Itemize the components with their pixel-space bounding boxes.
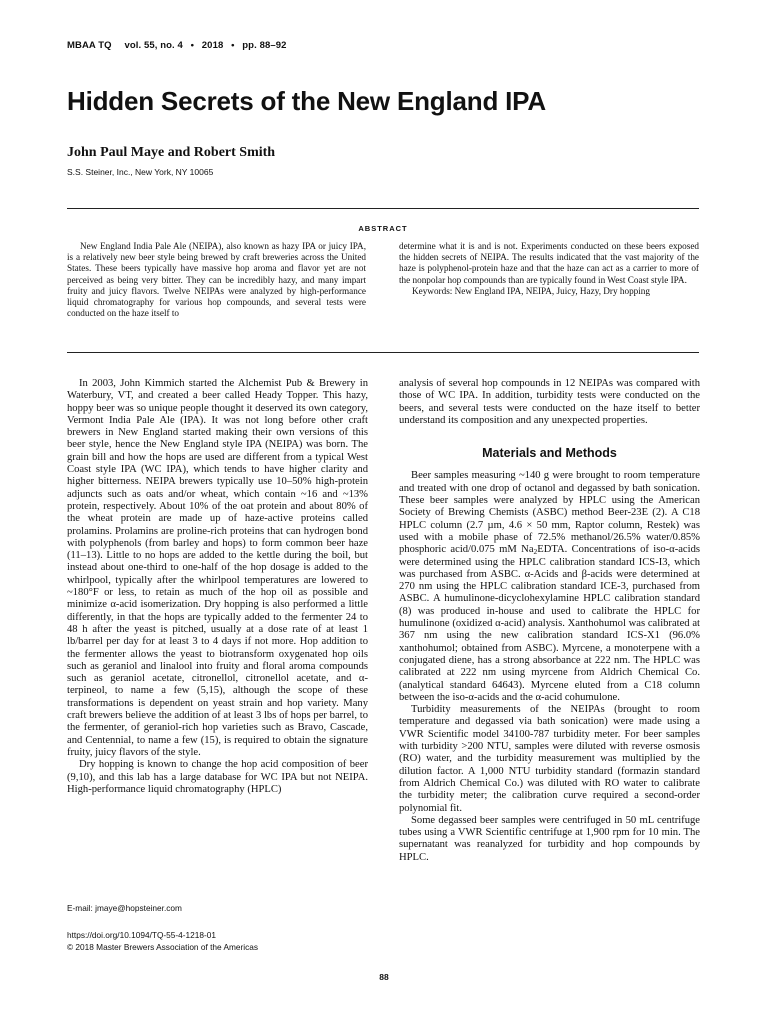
abstract-right-column bbox=[399, 241, 699, 297]
methods-paragraph-2: Turbidity measurements of the NEIPAs (brought to room temperature and degassed via bath sonication) were made using a VWR Scientific model 34100-787 turbidity meter. For beer samples with turbidity >200 NTU, samples were diluted with reverse osmosis (RO) water, and the turbidity measurement was multiplied by the dilution factor. A 1,000 NTU turbidity standard (formazin standard from Aldrich Chemical Co.) was diluted with RO water to calibrate the turbidity meter; the calibration curve required a second-order polynomial fit. bbox=[399, 704, 700, 814]
journal-volume: vol. 55, no. 4 bbox=[124, 40, 183, 51]
journal-pages: pp. 88–92 bbox=[242, 40, 287, 51]
author-affiliation: S.S. Steiner, Inc., New York, NY 10065 bbox=[67, 167, 214, 177]
abstract-text-left: New England India Pale Ale (NEIPA), also known as hazy IPA or juicy IPA, is a relatively new beer style being brewed by craft breweries across the United States. These beers typically have massive hop aroma and flavor yet are not perceived as being very bitter. They can be incredibly hazy, and many impart fruity and juicy flavors. Twelve NEIPAs were analyzed by high-performance liquid chromatography for various hop compounds, and several tests were conducted on the haze itself to bbox=[67, 241, 366, 319]
abstract-heading: ABSTRACT bbox=[358, 224, 408, 233]
intro-continuation: analysis of several hop compounds in 12 NEIPAs was compared with those of WC IPA. In addition, turbidity tests were conducted on the beers, and several tests were conducted on the haze itself to better understand its composition and any unexpected properties. bbox=[399, 378, 700, 426]
corresponding-email: E-mail: jmaye@hopsteiner.com bbox=[67, 903, 182, 913]
journal-separator: • bbox=[231, 40, 235, 51]
abstract-left-column bbox=[67, 241, 366, 319]
subscript-2: 2 bbox=[533, 547, 538, 557]
methods-paragraph-1 bbox=[399, 470, 700, 704]
section-heading-materials-methods: Materials and Methods bbox=[482, 446, 617, 461]
article-authors: John Paul Maye and Robert Smith bbox=[67, 145, 276, 160]
abstract-keywords: Keywords: New England IPA, NEIPA, Juicy, Hazy, Dry hopping bbox=[412, 285, 650, 296]
doi-link[interactable]: https://doi.org/10.1094/TQ-55-4-1218-01 bbox=[67, 930, 216, 940]
journal-name: MBAA TQ bbox=[67, 40, 112, 51]
journal-separator: • bbox=[190, 40, 195, 51]
intro-paragraph-1: In 2003, John Kimmich started the Alchemist Pub & Brewery in Waterbury, VT, and created a beer called Heady Topper. This hazy, hoppy beer was so unique people thought it deserved its own category, Vermont India Pale Ale (IPA). It was not long before other craft brewers in New England started making their own versions of this beer style, hence the New England style IPA (NEIPA) was born. The grain bill and how the hops are used are different from a typical West Coast style IPA (WC IPA), which tends to have higher clarity and higher bitterness. NEIPA brewers typically use 10–50% high-protein adjuncts such as oats and/or wheat, which contain ~16 and ~13% protein, respectively. About 10% of the oat protein and about 80% of the wheat protein are made up of haze-active proteins called prolamins. Prolamins are proline-rich proteins that can hydrogen bond with polyphenols (from barley and hops) to form common beer haze (11–13). Little to no hops are added to the kettle during the boil, but instead about one-third to one-half of the hop dosage is added to the whirlpool, typically after the whirlpool temperatures are lowered to ~180°F or less, to retain as much of the hop oil as possible and minimize α-acid isomerization. Dry hopping is also performed a little differently, in that the hops are typically added to the fermenter 24 to 48 h after the yeast is pitched, usually at a dose rate of at least 1 lb/barrel per day for at least 3 to 4 days if not more. Hop addition to the fermenter allows the yeast to biotransform oxygenated hop oils such as geraniol and linalool into fruity and floral aroma compounds such as geraniol acetate, citronellol, citronellol acetate, and α-terpineol, to name a few (5,15), although the scope of these transformations is dependent on yeast strain and hop variety. Many craft brewers believe the addition of at least 3 lbs of hops per barrel, to the fermenter, of geraniol-rich hop varieties such as Bravo, Cascade, and Centennial, to name a few (15), is required to obtain the signature fruity, juicy flavors of the style. bbox=[67, 378, 368, 758]
intro-paragraph-2: Dry hopping is known to change the hop acid composition of beer (9,10), and this lab has a large database for WC IPA but not NEIPA. High-performance liquid chromatography (HPLC) bbox=[67, 759, 368, 795]
footnote-doi-block bbox=[67, 930, 258, 953]
body-left-column bbox=[67, 378, 368, 796]
methods-paragraph-3: Some degassed beer samples were centrifuged in 50 mL centrifuge tubes using a VWR Scientific centrifuge at 1,900 rpm for 10 min. The supernatant was reanalyzed for turbidity and hop compounds by HPLC. bbox=[399, 814, 700, 863]
journal-year: 2018 bbox=[201, 40, 224, 51]
abstract-text-right: determine what it is and is not. Experiments conducted on these beers exposed the hidden secrets of NEIPA. The results indicated that the vast majority of the haze is polyphenol-protein haze and that the haze can act as a carrier to more of the nonpolar hop compounds than are typically found in West Coast style IPA. bbox=[399, 241, 699, 285]
abstract-bottom-rule bbox=[67, 352, 699, 353]
abstract-top-rule bbox=[67, 208, 699, 209]
journal-header bbox=[67, 40, 286, 51]
body-right-column bbox=[399, 378, 700, 864]
methods-p1-text-a: Beer samples measuring ~140 g were brought to room temperature and treated with one drop of octanol and degassed by bath sonication. These beer samples were analyzed by HPLC using the American Society of Brewing Chemists (ASBC) method Beer-23E (2). A C18 HPLC column (2.7 µm, 4.6 × 50 mm, Raptor column, Restek) was used with a mobile phase of 72.5% methanol/26.5% water/0.85% phosphoric acid/0.075 mM Na bbox=[399, 470, 700, 556]
copyright-notice: © 2018 Master Brewers Association of the Americas bbox=[67, 941, 259, 952]
footnote-email-block bbox=[67, 903, 182, 915]
article-title: Hidden Secrets of the New England IPA bbox=[67, 86, 546, 116]
page-number: 88 bbox=[379, 972, 389, 982]
methods-p1-text-b: EDTA. Concentrations of iso-α-acids were determined using the HPLC calibration standard ICS-I3, which was purchased from ASBC. α-Acids and β-acids were determined at 270 nm using the HPLC calibration standard ICE-3, purchased from ASBC. A humulinone-dicyclohexylamine HPLC calibration standard (8) was produced in-house and used to calibrate the HPLC for humulinone (oxidized α-acid) analysis. Xanthohumol was calibrated at 367 nm using the new calibration standard ICS-X1 (96.0% xanthohumol; obtained from ASBC). Myrcene, a monoterpene with a conjugated diene, has a strong absorbance at 222 nm. The HPLC was calibrated at 222 nm using myrcene from Aldrich Chemical Co. (analytical standard 64643). Myrcene eluted from a C18 column between the iso-α-acids and the α-acid cohumulone. bbox=[399, 544, 700, 703]
